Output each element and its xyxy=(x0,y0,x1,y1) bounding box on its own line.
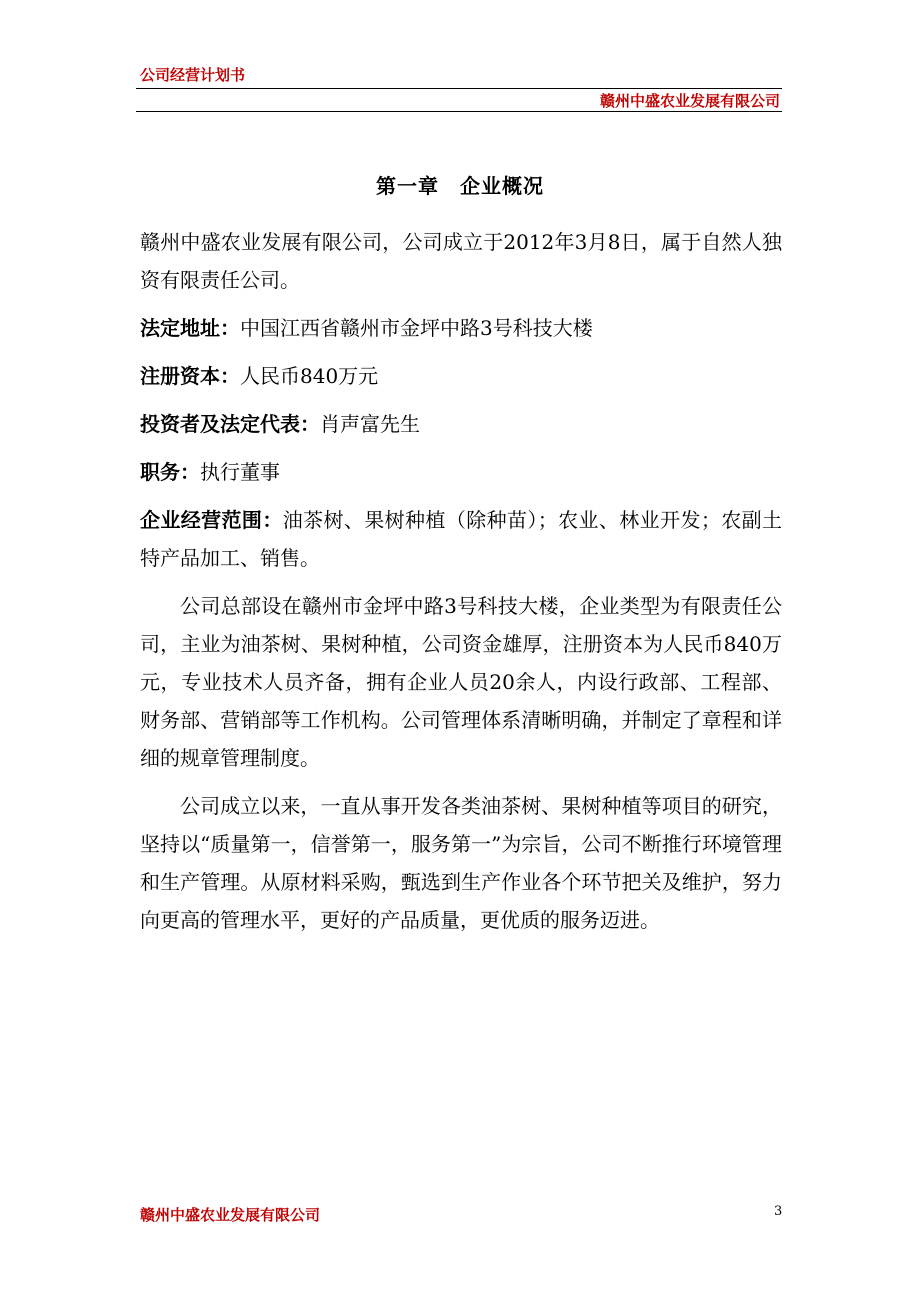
field-value: 中国江西省赣州市金坪中路3号科技大楼 xyxy=(240,316,593,340)
footer-company-name: 赣州中盛农业发展有限公司 xyxy=(140,1206,321,1224)
field-value: 油茶树、果树种植（除种苗）；农业、林业开发；农副土特产品加工、销售。 xyxy=(140,508,783,570)
field-business-scope xyxy=(140,501,782,577)
document-body xyxy=(140,223,782,949)
header-company-name: 赣州中盛农业发展有限公司 xyxy=(599,92,780,110)
field-label: 法定地址： xyxy=(140,316,240,340)
field-label: 投资者及法定代表： xyxy=(140,412,320,436)
field-value: 人民币840万元 xyxy=(240,364,379,388)
field-registered-capital xyxy=(140,357,782,395)
body-paragraph: 公司总部设在赣州市金坪中路3号科技大楼，企业类型为有限责任公司，主业为油茶树、果树种植，公司资金雄厚，注册资本为人民币840万元，专业技术人员齐备，拥有企业人员20余人，内设行政部、工程部、财务部、营销部等工作机构。公司管理体系清晰明确，并制定了章程和详细的规章管理制度。 xyxy=(140,594,782,770)
header-divider-bottom xyxy=(136,111,782,112)
chapter-title: 第一章 企业概况 xyxy=(376,174,544,198)
body-paragraph: 公司成立以来，一直从事开发各类油茶树、果树种植等项目的研究，坚持以“质量第一，信誉第一，服务第一”为宗旨，公司不断推行环境管理和生产管理。从原材料采购，甄选到生产作业各个环节把关及维护，努力向更高的管理水平，更好的产品质量，更优质的服务迈进。 xyxy=(140,794,782,932)
field-legal-address xyxy=(140,309,782,347)
field-value: 肖声富先生 xyxy=(320,412,420,436)
intro-paragraph: 赣州中盛农业发展有限公司，公司成立于2012年3月8日，属于自然人独资有限责任公司。 xyxy=(140,230,782,292)
page-number: 3 xyxy=(774,1204,783,1219)
field-position xyxy=(140,453,782,491)
header-document-title: 公司经营计划书 xyxy=(140,66,246,84)
header-divider-top xyxy=(136,88,782,89)
field-value: 执行董事 xyxy=(200,460,280,484)
field-label: 职务： xyxy=(140,460,200,484)
field-label: 企业经营范围： xyxy=(140,508,283,532)
field-legal-representative xyxy=(140,405,782,443)
field-label: 注册资本： xyxy=(140,364,240,388)
